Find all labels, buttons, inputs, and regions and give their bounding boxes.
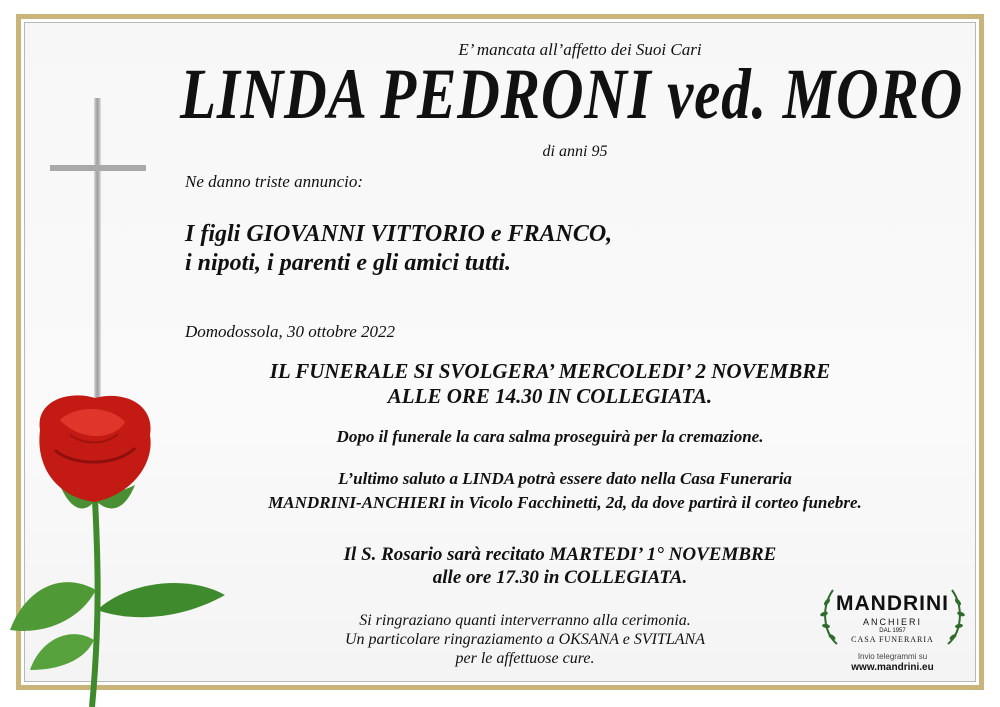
family-line-1: I figli GIOVANNI VITTORIO e FRANCO, [185, 221, 613, 247]
salute-line-2: MANDRINI-ANCHIERI in Vicolo Facchinetti, 2d, da dove partirà il corteo funebre. [268, 493, 862, 512]
funeral-line-1: IL FUNERALE SI SVOLGERA’ MERCOLEDI’ 2 NOVEMBRE [269, 359, 831, 383]
logo-telegram: Invio telegrammi su [857, 652, 928, 661]
salute-line-1: L’ultimo saluto a LINDA potrà essere dato nella Casa Funeraria [338, 469, 792, 488]
thanks-line-1: Si ringraziano quanti interverranno alla cerimonia. [359, 612, 691, 629]
announce-text: Ne danno triste annuncio: [185, 172, 364, 191]
logo-brand: MANDRINI [836, 592, 949, 615]
cross-icon [48, 98, 148, 428]
place-date: Domodossola, 30 ottobre 2022 [185, 322, 395, 341]
cremation-text: Dopo il funerale la cara salma proseguirà per la cremazione. [336, 427, 764, 446]
family-line-2: i nipoti, i parenti e gli amici tutti. [185, 250, 512, 276]
logo-year: DAL 1957 [879, 628, 906, 634]
rosary-line-2: alle ore 17.30 in COLLEGIATA. [432, 567, 688, 588]
logo-subtitle: ANCHIERI [862, 617, 922, 627]
funeral-home-logo [815, 582, 970, 674]
intro-text: E’ mancata all’affetto dei Suoi Cari [458, 40, 702, 59]
deceased-name: LINDA PEDRONI ved. MORO [180, 54, 964, 134]
age-text: di anni 95 [542, 143, 608, 160]
funeral-line-2: ALLE ORE 14.30 IN COLLEGIATA. [387, 384, 713, 408]
thanks-line-2: Un particolare ringraziamento a OKSANA e SVITLANA [345, 631, 705, 648]
rosary-line-1: Il S. Rosario sarà recitato MARTEDI’ 1° NOVEMBRE [343, 544, 777, 565]
thanks-line-3: per le affettuose cure. [455, 650, 595, 667]
logo-type: CASA FUNERARIA [851, 635, 934, 644]
logo-website[interactable]: www.mandrini.eu [851, 662, 934, 673]
